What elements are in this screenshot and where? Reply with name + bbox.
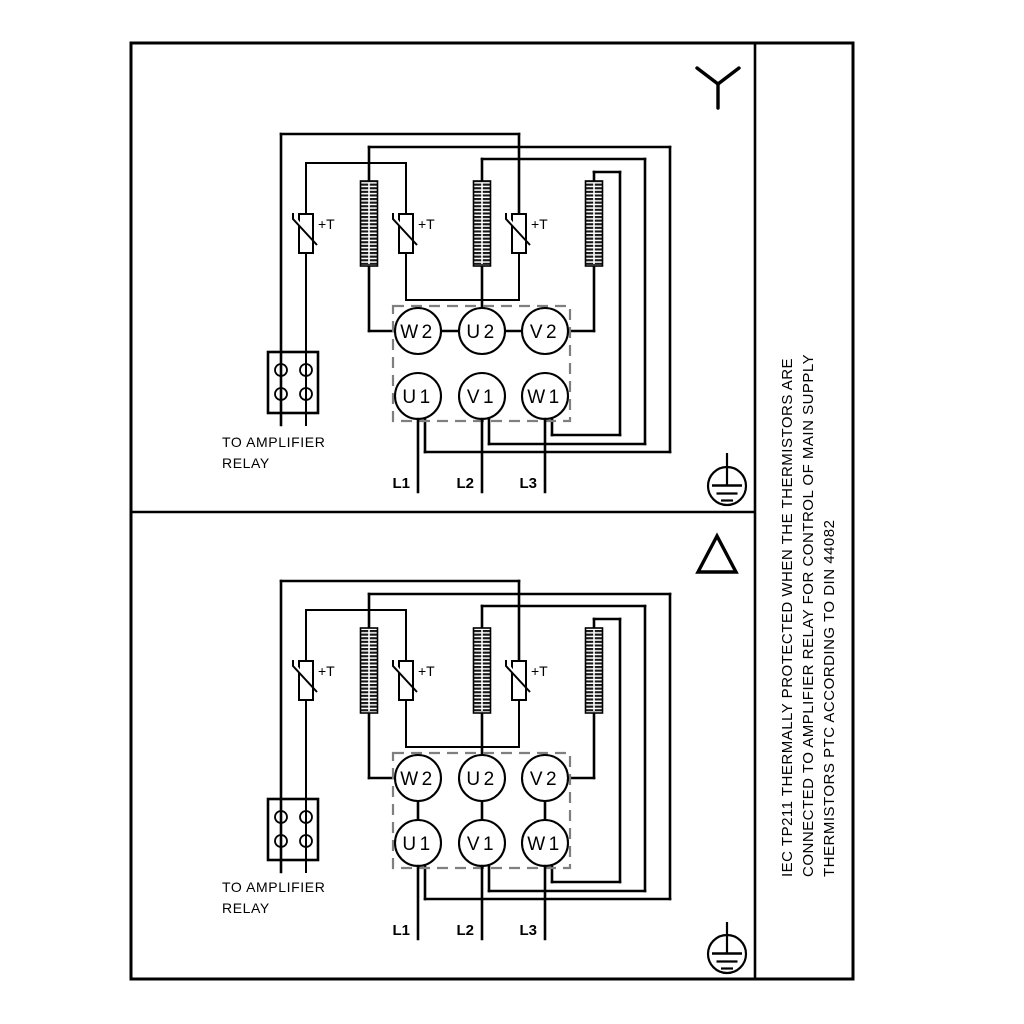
delta-links: [418, 801, 545, 820]
terminal-label-v2: V2: [529, 769, 561, 790]
winding-coil-2: [474, 181, 491, 266]
winding-coil-1: [361, 628, 378, 713]
star-symbol: [697, 68, 739, 108]
thermistor-3: [506, 660, 548, 700]
terminal-u1: [395, 820, 441, 866]
supply-lines: [392, 419, 545, 492]
side-note-line-1: IEC TP211 THERMALLY PROTECTED WHEN THE THERMISTORS ARE: [779, 357, 796, 877]
supply-label-l2: L2: [456, 922, 474, 939]
terminal-label-v1: V1: [466, 834, 498, 855]
relay-note-line-1: TO AMPLIFIER: [222, 879, 326, 895]
terminal-w1: [522, 373, 568, 419]
terminal-label-w2: W2: [400, 322, 436, 343]
terminal-label-u2: U2: [466, 322, 498, 343]
terminal-v1: [459, 373, 505, 419]
thermistor-1: [293, 213, 335, 253]
thermistor-label: +T: [318, 216, 335, 232]
terminal-label-u1: U1: [402, 834, 434, 855]
thermistor-label: +T: [418, 663, 435, 679]
supply-label-l1: L1: [392, 922, 410, 939]
terminal-v2: [522, 308, 568, 354]
terminal-label-v2: V2: [529, 322, 561, 343]
delta-panel: [222, 536, 746, 973]
earth-ground-icon: [708, 453, 746, 505]
relay-note-line-1: TO AMPLIFIER: [222, 434, 326, 450]
side-note-line-3: THERMISTORS PTC ACCORDING TO DIN 44082: [821, 519, 838, 877]
star-panel: [222, 68, 746, 505]
relay-note-line-2: RELAY: [222, 900, 270, 916]
thermistor-1: [293, 660, 335, 700]
terminal-u1: [395, 373, 441, 419]
terminal-v1: [459, 820, 505, 866]
terminal-label-v1: V1: [466, 387, 498, 408]
thermistor-label: +T: [531, 663, 548, 679]
relay-connector-block: [268, 352, 318, 413]
terminal-u2: [459, 308, 505, 354]
relay-note-label: [222, 879, 325, 916]
supply-label-l3: L3: [519, 922, 537, 939]
supply-label-l2: L2: [456, 475, 474, 492]
thermistor-3: [506, 213, 548, 253]
winding-coil-3: [586, 181, 603, 266]
terminal-label-u1: U1: [402, 387, 434, 408]
relay-note-label: [222, 434, 325, 471]
supply-lines: [392, 866, 545, 939]
terminal-w1: [522, 820, 568, 866]
terminal-w2: [395, 755, 441, 801]
thermistor-label: +T: [531, 216, 548, 232]
earth-ground-icon: [708, 922, 746, 973]
winding-coil-1: [361, 181, 378, 266]
relay-note-line-2: RELAY: [222, 455, 270, 471]
supply-label-l3: L3: [519, 475, 537, 492]
winding-coil-3: [586, 628, 603, 713]
side-note-line-2: CONNECTED TO AMPLIFIER RELAY FOR CONTROL OF MAIN SUPPLY: [800, 353, 817, 877]
terminal-label-w2: W2: [400, 769, 436, 790]
delta-symbol: [698, 536, 736, 572]
thermistor-2: [393, 660, 435, 700]
relay-connector-block: [268, 799, 318, 860]
terminal-u2: [459, 755, 505, 801]
winding-coil-2: [474, 628, 491, 713]
side-note-strip: [779, 354, 838, 877]
supply-label-l1: L1: [392, 475, 410, 492]
thermistor-2: [393, 213, 435, 253]
terminal-label-w1: W1: [527, 834, 563, 855]
thermistor-label: +T: [318, 663, 335, 679]
thermistor-label: +T: [418, 216, 435, 232]
terminal-label-u2: U2: [466, 769, 498, 790]
terminal-label-w1: W1: [527, 387, 563, 408]
terminal-v2: [522, 755, 568, 801]
terminal-w2: [395, 308, 441, 354]
